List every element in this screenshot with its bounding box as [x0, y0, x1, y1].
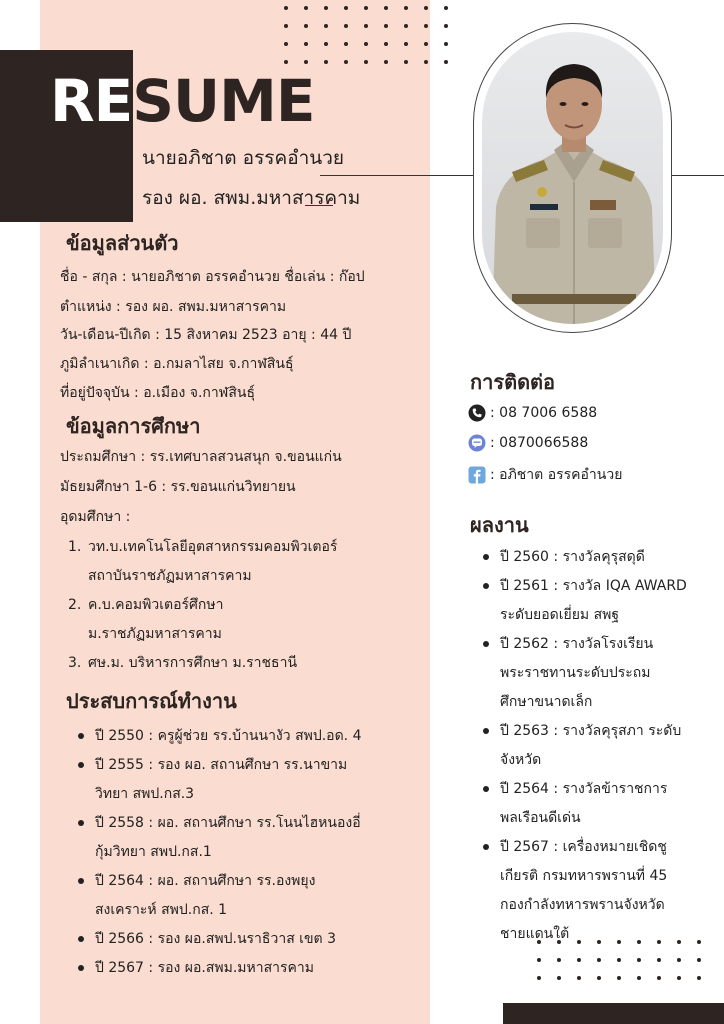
line-id: : 0870066588 [490, 435, 589, 451]
decorative-dot [424, 60, 428, 64]
decorative-dot [344, 60, 348, 64]
personal-info-line: ที่อยู่ปัจจุบัน : อ.เมือง จ.กาฬสินธุ์ [60, 385, 255, 401]
decorative-dot [404, 60, 408, 64]
decorative-dot [677, 958, 681, 962]
works-heading: ผลงาน [470, 513, 529, 537]
contact-heading: การติดต่อ [470, 370, 556, 394]
work-item: ปี 2567 : เครื่องหมายเชิดชู เกียรติ กรมทหารพรานที่ 45 กองกำลังทหารพรานจังหวัด ชายแดนใต้ [500, 833, 687, 949]
education-item: 1. วท.บ.เทคโนโลยีอุตสาหกรรมคอมพิวเตอร์ สถาบันราชภัฏมหาสารคาม [68, 539, 338, 584]
works-list [500, 543, 687, 949]
decorative-dot [697, 940, 701, 944]
decorative-dot [364, 42, 368, 46]
decorative-dot [577, 976, 581, 980]
line-chat-icon [468, 434, 486, 452]
decorative-dot [364, 24, 368, 28]
personal-info-line: ชื่อ - สกุล : นายอภิชาต อรรคอำนวย ชื่อเล่น : ก๊อป [60, 269, 365, 285]
profile-photo [482, 32, 663, 324]
decorative-dot [597, 976, 601, 980]
education-primary: ประถมศึกษา : รร.เทศบาลสวนสนุก จ.ขอนแก่น [60, 449, 342, 465]
decorative-dot [304, 24, 308, 28]
experience-heading: ประสบการณ์ทำงาน [66, 689, 237, 713]
decorative-dot [344, 42, 348, 46]
education-item: 2. ค.บ.คอมพิวเตอร์ศึกษา ม.ราชภัฏมหาสารคาม [68, 597, 224, 642]
decorative-dot [444, 60, 448, 64]
decorative-dot [657, 976, 661, 980]
decorative-dot [304, 6, 308, 10]
decorative-dot [384, 42, 388, 46]
decorative-dot [324, 42, 328, 46]
work-item: ปี 2561 : รางวัล IQA AWARD ระดับยอดเยี่ยม สพฐ [500, 572, 687, 630]
decorative-dot [364, 6, 368, 10]
decorative-dot [304, 42, 308, 46]
decorative-dot [697, 976, 701, 980]
decorative-dot [697, 958, 701, 962]
decorative-dot [444, 42, 448, 46]
decorative-dot [284, 42, 288, 46]
decorative-dot [557, 976, 561, 980]
decorative-dot [324, 24, 328, 28]
job-position: รอง ผอ. สพม.มหาสารคาม [142, 187, 361, 209]
decorative-dot [637, 958, 641, 962]
decorative-dot [404, 42, 408, 46]
decorative-dot [424, 24, 428, 28]
decorative-dot [444, 24, 448, 28]
decorative-dot [384, 24, 388, 28]
decorative-dot [597, 958, 601, 962]
person-portrait-illustration [482, 32, 663, 324]
resume-title-part2: SUME [132, 67, 315, 135]
education-heading: ข้อมูลการศึกษา [66, 414, 201, 438]
experience-item: ปี 2564 : ผอ. สถานศึกษา รร.องพยุง สงเคราะห์ สพป.กส. 1 [95, 867, 362, 925]
decorative-dot [284, 24, 288, 28]
experience-list [95, 722, 362, 983]
resume-title [50, 67, 315, 135]
experience-item: ปี 2550 : ครูผู้ช่วย รร.บ้านนางัว สพป.อด. 4 [95, 722, 362, 751]
decorative-dot [364, 60, 368, 64]
experience-item: ปี 2558 : ผอ. สถานศึกษา รร.โนนไฮหนองอี่ กุ้มวิทยา สพป.กส.1 [95, 809, 362, 867]
full-name: นายอภิชาต อรรคอำนวย [142, 147, 345, 169]
experience-item: ปี 2567 : รอง ผอ.สพม.มหาสารคาม [95, 954, 362, 983]
contact-line[interactable] [468, 434, 588, 452]
decorative-dot [537, 958, 541, 962]
profile-photo-frame [473, 23, 672, 333]
contact-facebook[interactable] [468, 464, 622, 486]
decorative-dot [637, 976, 641, 980]
decorative-dot [324, 60, 328, 64]
experience-item: ปี 2566 : รอง ผอ.สพป.นราธิวาส เขต 3 [95, 925, 362, 954]
decorative-dot [304, 60, 308, 64]
decorative-dot [577, 958, 581, 962]
decorative-dot [284, 60, 288, 64]
resume-title-part1: RE [50, 67, 133, 135]
work-item: ปี 2562 : รางวัลโรงเรียน พระราชทานระดับประถม ศึกษาขนาดเล็ก [500, 630, 687, 717]
education-higher-label: อุดมศึกษา : [60, 509, 131, 525]
decorative-dot [324, 6, 328, 10]
decorative-dot [384, 60, 388, 64]
personal-info-line: วัน-เดือน-ปีเกิด : 15 สิงหาคม 2523 อายุ : 44 ปี [60, 327, 352, 343]
decorative-dot [404, 6, 408, 10]
decorative-dot [384, 6, 388, 10]
decorative-dot [657, 958, 661, 962]
decorative-dot [424, 6, 428, 10]
phone-number: : 08 7006 6588 [490, 405, 598, 421]
personal-info-line: ตำแหน่ง : รอง ผอ. สพม.มหาสารคาม [60, 299, 287, 315]
education-item: 3. ศษ.ม. บริหารการศึกษา ม.ราชธานี [68, 655, 298, 671]
decorative-dot [424, 42, 428, 46]
decorative-dot [284, 6, 288, 10]
experience-item: ปี 2555 : รอง ผอ. สถานศึกษา รร.นาขาม วิทยา สพป.กส.3 [95, 751, 362, 809]
facebook-icon [468, 466, 486, 484]
decorative-dot [677, 976, 681, 980]
decorative-dot [344, 24, 348, 28]
decorative-dot [404, 24, 408, 28]
facebook-name: : อภิชาต อรรคอำนวย [490, 467, 623, 483]
higher-education-list [68, 533, 338, 678]
decorative-dot [617, 976, 621, 980]
contact-phone[interactable] [468, 404, 597, 422]
work-item: ปี 2564 : รางวัลข้าราชการ พลเรือนดีเด่น [500, 775, 687, 833]
decorative-dot [444, 6, 448, 10]
decorative-dot [537, 976, 541, 980]
decorative-dot [557, 958, 561, 962]
dark-bottom-bar [503, 1003, 724, 1024]
decorative-dot [344, 6, 348, 10]
decorative-dot [617, 958, 621, 962]
decorative-dot-grid-top [284, 6, 448, 64]
education-secondary: มัธยมศึกษา 1-6 : รร.ขอนแก่นวิทยายน [60, 479, 296, 495]
work-item: ปี 2560 : รางวัลคุรุสดุดี [500, 543, 687, 572]
personal-info-heading: ข้อมูลส่วนตัว [66, 231, 179, 255]
work-item: ปี 2563 : รางวัลคุรุสภา ระดับ จังหวัด [500, 717, 687, 775]
personal-info-line: ภูมิลำเนาเกิด : อ.กมลาไสย จ.กาฬสินธุ์ [60, 356, 294, 372]
phone-icon [468, 404, 486, 422]
